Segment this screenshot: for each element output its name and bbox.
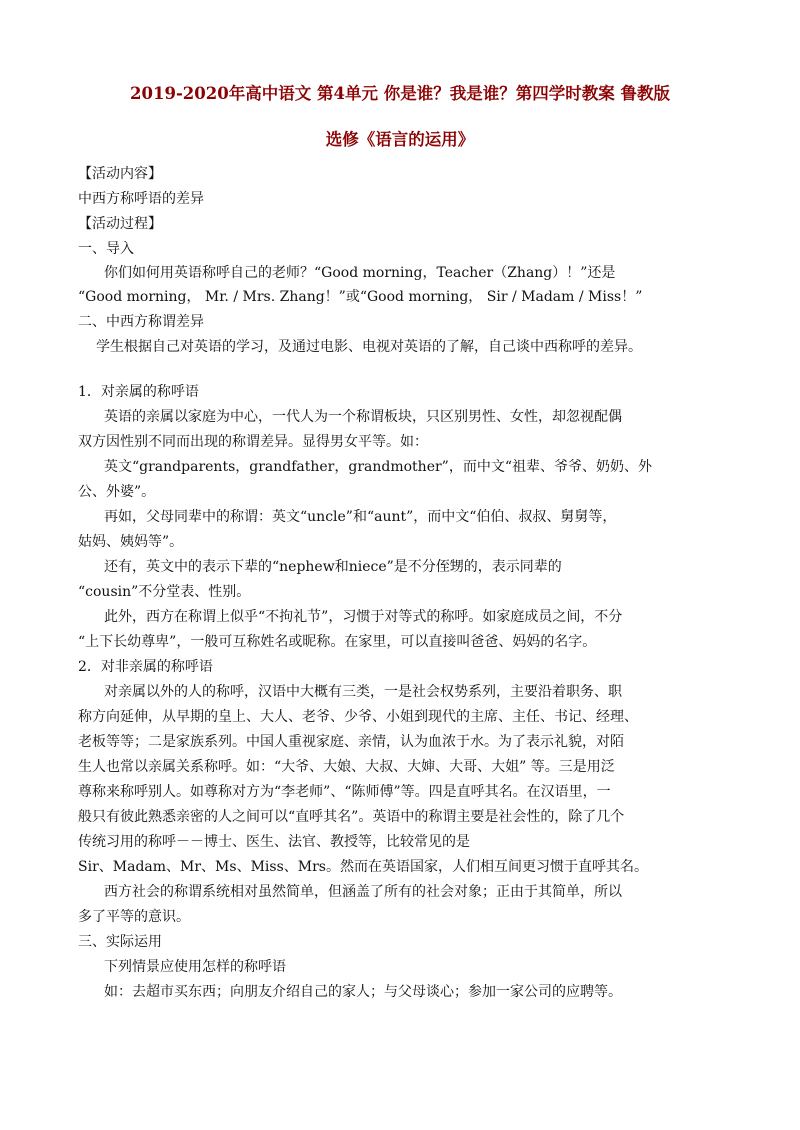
- paragraph-line: 姑妈、姨妈等”。: [78, 534, 184, 550]
- paragraph-line: 老板等等；二是家族系列。中国人重视家庭、亲情，认为血浓于水。为了表示礼貌，对陌: [78, 734, 624, 750]
- paragraph-line: 尊称来称呼别人。如尊称对方为“李老师”、“陈师傅”等。四是直呼其名。在汉语里，一: [78, 784, 611, 800]
- paragraph-line: 英文“grandparents，grandfather，grandmother”，而中文“祖辈、爷爷、奶奶、外: [104, 459, 652, 475]
- document-title-line-2: 选修《语言的运用》: [325, 130, 475, 149]
- paragraph-line: 你们如何用英语称呼自己的老师？“Good morning，Teacher（Zhang）！”还是: [104, 265, 616, 281]
- heading-intro: 一、导入: [78, 241, 134, 257]
- paragraph-line: 般只有彼此熟悉亲密的人之间可以“直呼其名”。英语中的称谓主要是社会性的，除了几个: [78, 809, 625, 825]
- paragraph-line: 下列情景应使用怎样的称呼语: [104, 959, 286, 975]
- heading-practice: 三、实际运用: [78, 934, 162, 950]
- paragraph-line: “cousin”不分堂表、性别。: [78, 584, 251, 600]
- paragraph-line: “上下长幼尊卑”，一般可互称姓名或昵称。在家里，可以直接叫爸爸、妈妈的名字。: [78, 634, 597, 650]
- paragraph-line: 传统习用的称呼－－博士、医生、法官、教授等，比较常见的是: [78, 834, 470, 850]
- section-label-activity-process: 【活动过程】: [78, 216, 162, 232]
- paragraph-line: 生人也常以亲属关系称呼。如：“大爷、大娘、大叔、大婶、大哥、大姐” 等。三是用泛: [78, 759, 615, 775]
- paragraph-line: 再如，父母同辈中的称谓：英文“uncle”和“aunt”，而中文“伯伯、叔叔、舅舅等，: [104, 509, 617, 525]
- paragraph-line: 还有，英文中的表示下辈的“nephew和niece”是不分侄甥的，表示同辈的: [104, 559, 562, 575]
- paragraph-line: 学生根据自己对英语的学习，及通过电影、电视对英语的了解，自己谈中西称呼的差异。: [96, 339, 642, 355]
- paragraph-line: 多了平等的意识。: [78, 909, 190, 925]
- activity-content-text: 中西方称呼语的差异: [78, 191, 204, 207]
- document-title-line-1: 2019-2020年高中语文 第4单元 你是谁？我是谁？第四学时教案 鲁教版: [130, 84, 670, 103]
- paragraph-line: 称方向延伸，从早期的皇上、大人、老爷、少爷、小姐到现代的主席、主任、书记、经理、: [78, 709, 638, 725]
- heading-differences: 二、中西方称谓差异: [78, 314, 204, 330]
- paragraph-line: 英语的亲属以家庭为中心，一代人为一个称谓板块，只区别男性、女性，却忽视配偶: [104, 409, 622, 425]
- section-label-activity-content: 【活动内容】: [78, 166, 162, 182]
- paragraph-line: 对亲属以外的人的称呼，汉语中大概有三类，一是社会权势系列，主要沿着职务、职: [104, 684, 622, 700]
- subheading-kinship: 1．对亲属的称呼语: [78, 384, 199, 400]
- paragraph-line: Sir、Madam、Mr、Ms、Miss、Mrs。然而在英语国家，人们相互间更习惯于直呼其名。: [78, 859, 648, 875]
- paragraph-line: 此外，西方在称谓上似乎“不拘礼节”，习惯于对等式的称呼。如家庭成员之间，不分: [104, 609, 623, 625]
- subheading-non-kinship: 2．对非亲属的称呼语: [78, 659, 213, 675]
- paragraph-line: 双方因性别不同而出现的称谓差异。显得男女平等。如：: [78, 434, 428, 450]
- paragraph-line: 如：去超市买东西；向朋友介绍自己的家人；与父母谈心；参加一家公司的应聘等。: [104, 984, 622, 1000]
- paragraph-line: “Good morning， Mr. / Mrs. Zhang！”或“Good morning， Sir / Madam / Miss！”: [78, 289, 643, 305]
- paragraph-line: 西方社会的称谓系统相对虽然简单，但涵盖了所有的社会对象；正由于其简单，所以: [104, 884, 622, 900]
- paragraph-line: 公、外婆”。: [78, 484, 156, 500]
